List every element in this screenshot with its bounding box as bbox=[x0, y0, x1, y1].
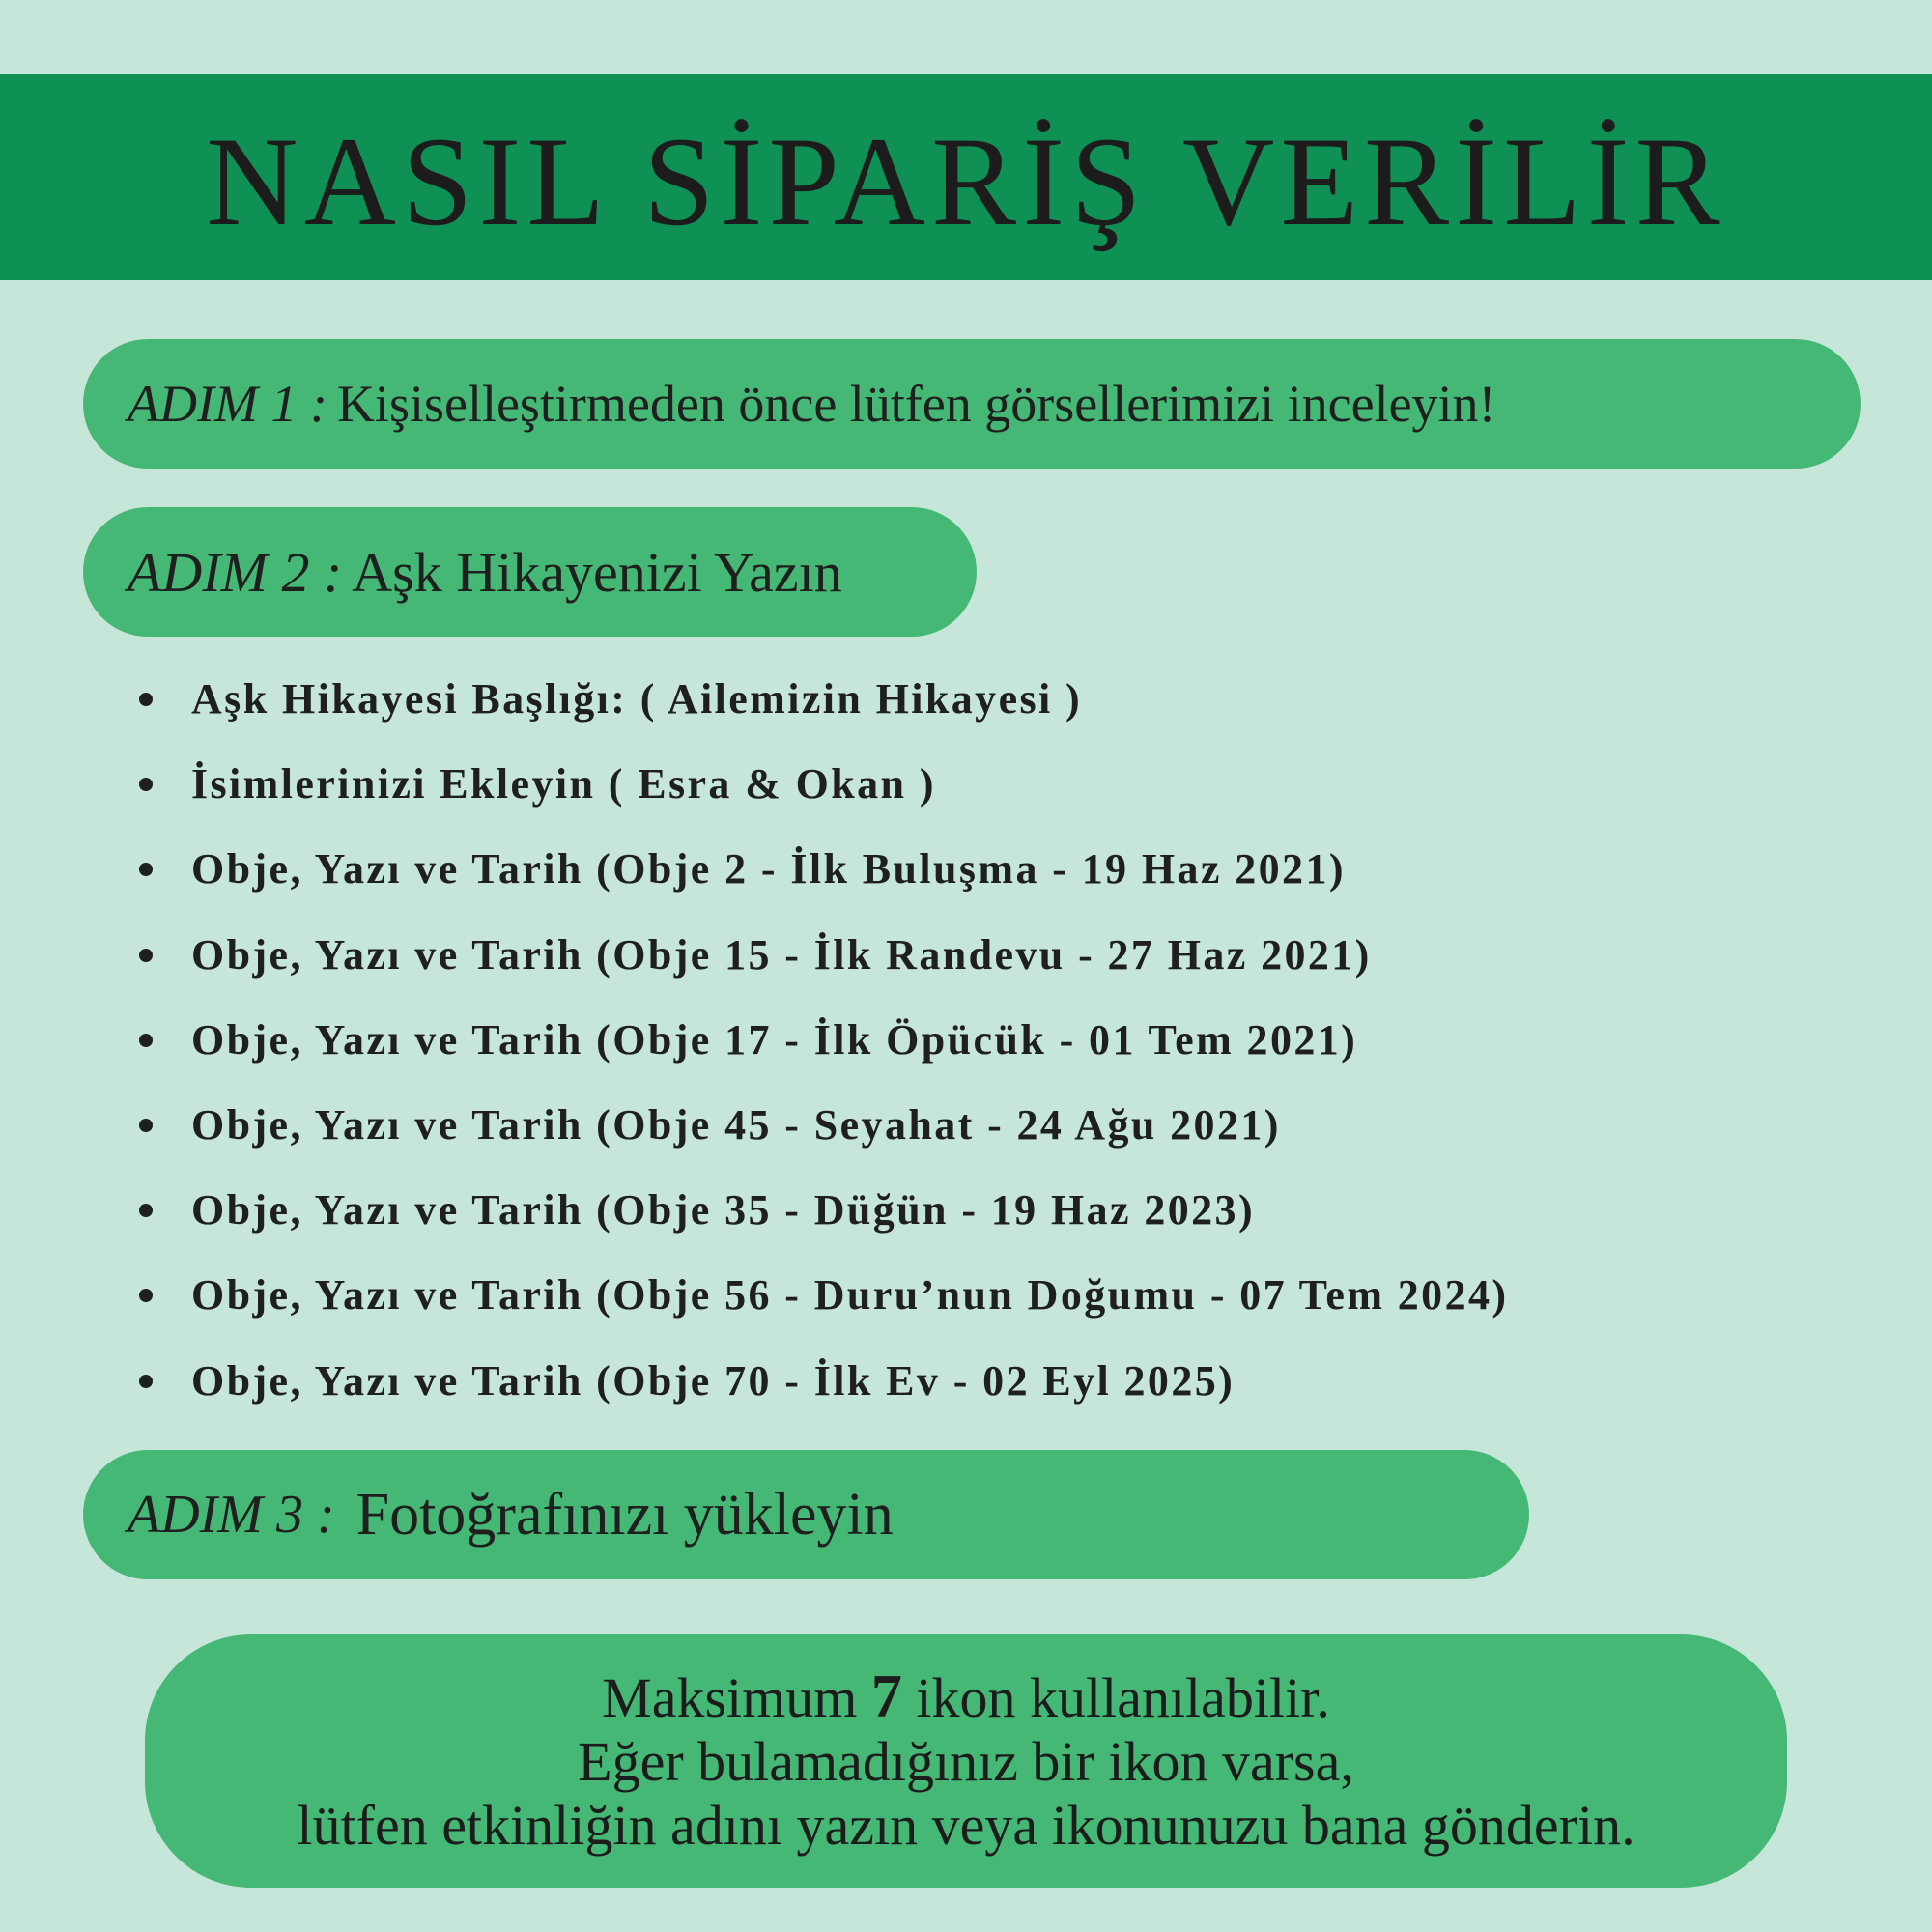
note-line-2: Eğer bulamadığınız bir ikon varsa, bbox=[578, 1730, 1354, 1793]
list-item-text: Aşk Hikayesi Başlığı: ( Ailemizin Hikayesi ) bbox=[191, 675, 1083, 723]
bullet-icon bbox=[139, 1034, 153, 1047]
list-item bbox=[135, 1349, 1508, 1434]
step-3-label: ADIM 3 : bbox=[128, 1485, 335, 1545]
list-item-text: Obje, Yazı ve Tarih (Obje 56 - Duru’nun Doğumu - 07 Tem 2024) bbox=[191, 1271, 1509, 1320]
bullet-icon bbox=[139, 693, 153, 706]
list-item bbox=[135, 1093, 1508, 1178]
page-title: NASIL SİPARİŞ VERİLİR bbox=[206, 109, 1726, 252]
list-item-text: Obje, Yazı ve Tarih (Obje 45 - Seyahat - 24 Ağu 2021) bbox=[191, 1100, 1281, 1149]
story-list bbox=[135, 667, 1508, 1434]
note-line-1 bbox=[602, 1664, 1330, 1730]
list-item bbox=[135, 837, 1508, 922]
list-item bbox=[135, 1263, 1508, 1348]
bullet-icon bbox=[139, 1204, 153, 1217]
list-item-text: Obje, Yazı ve Tarih (Obje 15 - İlk Randevu - 27 Haz 2021) bbox=[191, 930, 1372, 979]
list-item-text: İsimlerinizi Ekleyin ( Esra & Okan ) bbox=[191, 760, 936, 809]
note-line-1-prefix: Maksimum bbox=[602, 1666, 871, 1729]
list-item-text: Obje, Yazı ve Tarih (Obje 35 - Düğün - 19 Haz 2023) bbox=[191, 1186, 1255, 1235]
bullet-icon bbox=[139, 863, 153, 876]
step-2-pill bbox=[83, 507, 977, 637]
list-item-text: Obje, Yazı ve Tarih (Obje 70 - İlk Ev - 02 Eyl 2025) bbox=[191, 1356, 1236, 1405]
step-3-text: Fotoğrafınızı yükleyin bbox=[355, 1481, 894, 1548]
bullet-icon bbox=[139, 1119, 153, 1132]
list-item-text: Obje, Yazı ve Tarih (Obje 17 - İlk Öpücük - 01 Tem 2021) bbox=[191, 1015, 1358, 1064]
info-note bbox=[145, 1634, 1787, 1888]
bullet-icon bbox=[139, 1289, 153, 1302]
list-item bbox=[135, 667, 1508, 752]
note-line-3: lütfen etkinliğin adını yazın veya ikonunuzu bana gönderin. bbox=[297, 1794, 1635, 1857]
list-item bbox=[135, 752, 1508, 837]
max-icon-count: 7 bbox=[870, 1662, 902, 1730]
list-item bbox=[135, 1178, 1508, 1263]
bullet-icon bbox=[139, 1375, 153, 1388]
list-item bbox=[135, 923, 1508, 1008]
step-1-text: Kişiselleştirmeden önce lütfen görsellerimizi inceleyin! bbox=[336, 375, 1496, 433]
step-1-label: ADIM 1 : bbox=[128, 375, 327, 433]
step-2-label: ADIM 2 : bbox=[128, 540, 343, 604]
list-item-text: Obje, Yazı ve Tarih (Obje 2 - İlk Buluşma - 19 Haz 2021) bbox=[191, 845, 1346, 894]
step-3-pill bbox=[83, 1450, 1529, 1579]
bullet-icon bbox=[139, 949, 153, 962]
bullet-icon bbox=[139, 778, 153, 791]
step-2-text: Aşk Hikayenizi Yazın bbox=[352, 540, 842, 604]
note-line-1-suffix: ikon kullanılabilir. bbox=[901, 1666, 1330, 1729]
list-item bbox=[135, 1008, 1508, 1093]
header-banner bbox=[0, 74, 1932, 280]
step-1-pill bbox=[83, 339, 1861, 469]
